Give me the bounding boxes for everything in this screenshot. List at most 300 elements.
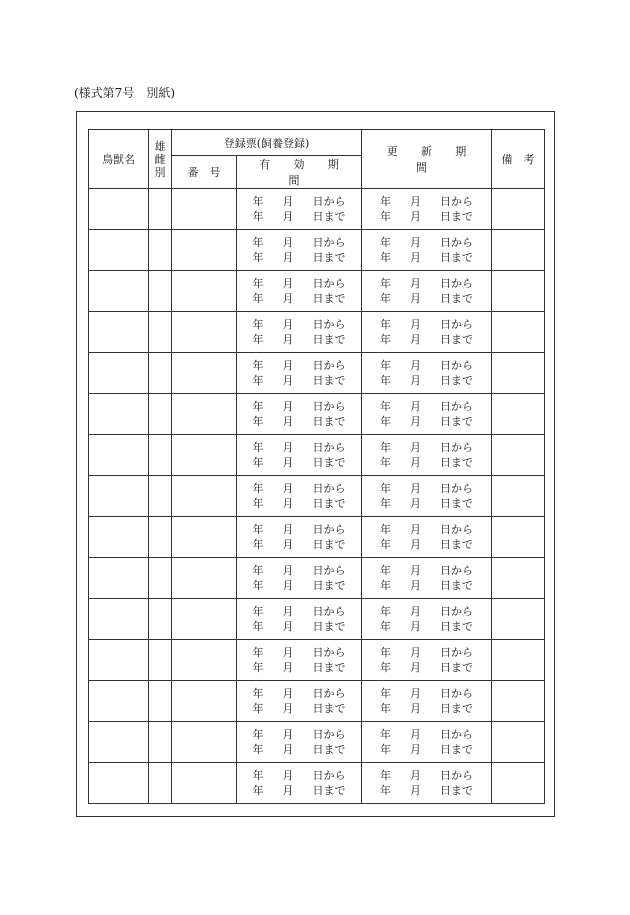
table-row (89, 435, 545, 476)
table-row (89, 230, 545, 271)
until-label: 日まで (440, 292, 473, 305)
validity-until-line (253, 660, 346, 675)
renewal-cell[interactable] (362, 763, 492, 804)
month-label: 月 (410, 236, 421, 249)
year-label: 年 (252, 415, 264, 428)
validity-until-line (253, 209, 346, 224)
validity-period (253, 399, 346, 429)
sex-cell[interactable] (149, 640, 172, 681)
year-label: 年 (252, 646, 264, 659)
table-row (89, 353, 545, 394)
remarks-cell[interactable] (492, 517, 545, 558)
remarks-cell[interactable] (492, 722, 545, 763)
table-row (89, 640, 545, 681)
header-number: 番 号 (172, 156, 237, 189)
renewal-cell[interactable] (362, 599, 492, 640)
sex-cell[interactable] (149, 312, 172, 353)
until-label: 日まで (440, 251, 473, 264)
validity-until-line (253, 250, 346, 265)
from-label: 日から (440, 441, 473, 454)
month-label: 月 (282, 661, 294, 674)
sex-cell[interactable] (149, 394, 172, 435)
remarks-cell[interactable] (492, 312, 545, 353)
remarks-cell[interactable] (492, 599, 545, 640)
validity-period (253, 276, 346, 306)
number-cell[interactable] (172, 763, 237, 804)
species-cell[interactable] (89, 271, 149, 312)
remarks-cell[interactable] (492, 353, 545, 394)
renewal-period (380, 727, 473, 757)
number-cell[interactable] (172, 435, 237, 476)
remarks-cell[interactable] (492, 476, 545, 517)
month-label: 月 (282, 605, 294, 618)
validity-cell[interactable] (237, 681, 362, 722)
renewal-until-line (380, 496, 473, 511)
validity-until-line (253, 496, 346, 511)
species-cell[interactable] (89, 353, 149, 394)
number-cell[interactable] (172, 722, 237, 763)
month-label: 月 (410, 210, 421, 223)
renewal-cell[interactable] (362, 681, 492, 722)
renewal-until-line (380, 455, 473, 470)
validity-until-line (253, 332, 346, 347)
until-label: 日まで (440, 743, 473, 756)
species-cell[interactable] (89, 435, 149, 476)
year-label: 年 (380, 538, 391, 551)
month-label: 月 (282, 646, 294, 659)
number-cell[interactable] (172, 599, 237, 640)
from-label: 日から (440, 564, 473, 577)
validity-period (253, 317, 346, 347)
from-label: 日から (312, 236, 346, 249)
until-label: 日まで (312, 456, 346, 469)
renewal-period (380, 399, 473, 429)
renewal-period (380, 563, 473, 593)
from-label: 日から (440, 728, 473, 741)
until-label: 日まで (440, 784, 473, 797)
table-row (89, 394, 545, 435)
number-cell[interactable] (172, 312, 237, 353)
validity-cell[interactable] (237, 230, 362, 271)
renewal-cell[interactable] (362, 271, 492, 312)
year-label: 年 (380, 523, 391, 536)
until-label: 日まで (312, 743, 346, 756)
year-label: 年 (380, 195, 391, 208)
table-row (89, 763, 545, 804)
number-cell[interactable] (172, 271, 237, 312)
until-label: 日まで (312, 579, 346, 592)
month-label: 月 (410, 646, 421, 659)
validity-from-line (253, 604, 346, 619)
renewal-cell[interactable] (362, 353, 492, 394)
year-label: 年 (380, 251, 391, 264)
year-label: 年 (252, 702, 264, 715)
table-row (89, 476, 545, 517)
species-cell[interactable] (89, 558, 149, 599)
species-cell[interactable] (89, 640, 149, 681)
renewal-until-line (380, 373, 473, 388)
from-label: 日から (440, 318, 473, 331)
validity-from-line (253, 235, 346, 250)
renewal-cell[interactable] (362, 394, 492, 435)
species-cell[interactable] (89, 189, 149, 230)
species-cell[interactable] (89, 763, 149, 804)
validity-period (253, 358, 346, 388)
renewal-period (380, 522, 473, 552)
sex-cell[interactable] (149, 476, 172, 517)
validity-period (253, 235, 346, 265)
renewal-from-line (380, 399, 473, 414)
table-row (89, 189, 545, 230)
month-label: 月 (282, 374, 294, 387)
renewal-cell[interactable] (362, 312, 492, 353)
header-validity-label: 有 効 期 間 (259, 158, 349, 187)
species-cell[interactable] (89, 230, 149, 271)
year-label: 年 (252, 441, 264, 454)
renewal-period (380, 194, 473, 224)
year-label: 年 (380, 359, 391, 372)
remarks-cell[interactable] (492, 394, 545, 435)
renewal-until-line (380, 537, 473, 552)
validity-until-line (253, 414, 346, 429)
table-row (89, 681, 545, 722)
from-label: 日から (312, 523, 346, 536)
remarks-cell[interactable] (492, 763, 545, 804)
validity-period (253, 768, 346, 798)
sex-cell[interactable] (149, 681, 172, 722)
month-label: 月 (410, 318, 421, 331)
renewal-until-line (380, 660, 473, 675)
year-label: 年 (252, 374, 264, 387)
until-label: 日まで (440, 210, 473, 223)
month-label: 月 (282, 292, 294, 305)
year-label: 年 (380, 210, 391, 223)
renewal-until-line (380, 250, 473, 265)
table-row (89, 271, 545, 312)
sex-cell[interactable] (149, 517, 172, 558)
renewal-period (380, 235, 473, 265)
month-label: 月 (410, 661, 421, 674)
month-label: 月 (282, 538, 294, 551)
renewal-cell[interactable] (362, 435, 492, 476)
validity-from-line (253, 399, 346, 414)
year-label: 年 (252, 523, 264, 536)
from-label: 日から (440, 482, 473, 495)
renewal-from-line (380, 235, 473, 250)
number-cell[interactable] (172, 189, 237, 230)
month-label: 月 (282, 743, 294, 756)
month-label: 月 (410, 400, 421, 413)
validity-cell[interactable] (237, 353, 362, 394)
until-label: 日まで (440, 497, 473, 510)
year-label: 年 (252, 482, 264, 495)
validity-until-line (253, 537, 346, 552)
renewal-from-line (380, 768, 473, 783)
year-label: 年 (252, 333, 264, 346)
table-row (89, 517, 545, 558)
species-cell[interactable] (89, 599, 149, 640)
renewal-cell[interactable] (362, 558, 492, 599)
until-label: 日まで (312, 292, 346, 305)
header-renewal (362, 130, 492, 189)
from-label: 日から (440, 277, 473, 290)
renewal-period (380, 481, 473, 511)
validity-cell[interactable] (237, 558, 362, 599)
renewal-period (380, 645, 473, 675)
validity-period (253, 481, 346, 511)
renewal-period (380, 358, 473, 388)
from-label: 日から (312, 728, 346, 741)
validity-cell[interactable] (237, 763, 362, 804)
from-label: 日から (440, 769, 473, 782)
remarks-cell[interactable] (492, 271, 545, 312)
from-label: 日から (440, 523, 473, 536)
validity-from-line (253, 276, 346, 291)
year-label: 年 (380, 564, 391, 577)
validity-from-line (253, 686, 346, 701)
remarks-cell[interactable] (492, 681, 545, 722)
number-cell[interactable] (172, 640, 237, 681)
species-cell[interactable] (89, 517, 149, 558)
sex-cell[interactable] (149, 353, 172, 394)
month-label: 月 (282, 687, 294, 700)
validity-cell[interactable] (237, 599, 362, 640)
validity-period (253, 563, 346, 593)
until-label: 日まで (440, 374, 473, 387)
month-label: 月 (282, 482, 294, 495)
until-label: 日まで (440, 538, 473, 551)
until-label: 日まで (312, 251, 346, 264)
remarks-cell[interactable] (492, 558, 545, 599)
year-label: 年 (252, 195, 264, 208)
month-label: 月 (410, 605, 421, 618)
species-cell[interactable] (89, 312, 149, 353)
year-label: 年 (252, 210, 264, 223)
renewal-from-line (380, 358, 473, 373)
month-label: 月 (282, 195, 294, 208)
renewal-period (380, 317, 473, 347)
until-label: 日まで (312, 702, 346, 715)
from-label: 日から (312, 482, 346, 495)
year-label: 年 (380, 769, 391, 782)
renewal-cell[interactable] (362, 722, 492, 763)
number-cell[interactable] (172, 681, 237, 722)
validity-until-line (253, 455, 346, 470)
renewal-cell[interactable] (362, 517, 492, 558)
year-label: 年 (252, 620, 264, 633)
sex-cell[interactable] (149, 599, 172, 640)
remarks-cell[interactable] (492, 640, 545, 681)
month-label: 月 (282, 620, 294, 633)
until-label: 日まで (440, 661, 473, 674)
validity-from-line (253, 563, 346, 578)
number-cell[interactable] (172, 517, 237, 558)
number-cell[interactable] (172, 476, 237, 517)
month-label: 月 (282, 564, 294, 577)
validity-period (253, 686, 346, 716)
month-label: 月 (282, 784, 294, 797)
validity-until-line (253, 373, 346, 388)
validity-from-line (253, 317, 346, 332)
validity-cell[interactable] (237, 312, 362, 353)
from-label: 日から (312, 605, 346, 618)
renewal-until-line (380, 209, 473, 224)
header-sex-char-2: 雌 (154, 152, 166, 166)
table-row (89, 558, 545, 599)
year-label: 年 (252, 292, 264, 305)
from-label: 日から (312, 195, 346, 208)
month-label: 月 (282, 456, 294, 469)
year-label: 年 (380, 441, 391, 454)
remarks-cell[interactable] (492, 230, 545, 271)
month-label: 月 (282, 441, 294, 454)
from-label: 日から (440, 646, 473, 659)
number-cell[interactable] (172, 230, 237, 271)
until-label: 日まで (440, 333, 473, 346)
year-label: 年 (380, 318, 391, 331)
species-cell[interactable] (89, 476, 149, 517)
renewal-period (380, 440, 473, 470)
year-label: 年 (380, 687, 391, 700)
validity-cell[interactable] (237, 271, 362, 312)
sex-cell[interactable] (149, 435, 172, 476)
year-label: 年 (252, 605, 264, 618)
year-label: 年 (380, 646, 391, 659)
month-label: 月 (282, 769, 294, 782)
month-label: 月 (282, 277, 294, 290)
validity-from-line (253, 522, 346, 537)
year-label: 年 (252, 456, 264, 469)
until-label: 日まで (312, 661, 346, 674)
from-label: 日から (312, 359, 346, 372)
month-label: 月 (410, 620, 421, 633)
sex-cell[interactable] (149, 230, 172, 271)
year-label: 年 (252, 687, 264, 700)
validity-cell[interactable] (237, 517, 362, 558)
validity-until-line (253, 783, 346, 798)
month-label: 月 (410, 743, 421, 756)
year-label: 年 (252, 359, 264, 372)
month-label: 月 (410, 251, 421, 264)
month-label: 月 (282, 523, 294, 536)
renewal-from-line (380, 604, 473, 619)
until-label: 日まで (312, 784, 346, 797)
renewal-cell[interactable] (362, 230, 492, 271)
year-label: 年 (252, 251, 264, 264)
register-rows (89, 189, 545, 804)
year-label: 年 (252, 236, 264, 249)
register-table (88, 129, 545, 804)
number-cell[interactable] (172, 394, 237, 435)
until-label: 日まで (312, 538, 346, 551)
from-label: 日から (440, 195, 473, 208)
year-label: 年 (252, 318, 264, 331)
validity-period (253, 645, 346, 675)
species-cell[interactable] (89, 681, 149, 722)
remarks-cell[interactable] (492, 189, 545, 230)
month-label: 月 (410, 415, 421, 428)
header-validity (237, 156, 362, 189)
sex-cell[interactable] (149, 722, 172, 763)
renewal-from-line (380, 563, 473, 578)
validity-cell[interactable] (237, 189, 362, 230)
from-label: 日から (440, 605, 473, 618)
from-label: 日から (312, 277, 346, 290)
validity-cell[interactable] (237, 435, 362, 476)
year-label: 年 (252, 769, 264, 782)
sex-cell[interactable] (149, 271, 172, 312)
validity-cell[interactable] (237, 640, 362, 681)
renewal-cell[interactable] (362, 189, 492, 230)
renewal-cell[interactable] (362, 640, 492, 681)
year-label: 年 (380, 605, 391, 618)
until-label: 日まで (440, 620, 473, 633)
month-label: 月 (410, 374, 421, 387)
renewal-from-line (380, 522, 473, 537)
number-cell[interactable] (172, 353, 237, 394)
year-label: 年 (380, 236, 391, 249)
validity-period (253, 604, 346, 634)
header-renewal-label: 更 新 期 間 (386, 145, 477, 174)
renewal-from-line (380, 686, 473, 701)
sex-cell[interactable] (149, 189, 172, 230)
validity-cell[interactable] (237, 722, 362, 763)
month-label: 月 (410, 359, 421, 372)
month-label: 月 (410, 195, 421, 208)
renewal-from-line (380, 317, 473, 332)
number-cell[interactable] (172, 558, 237, 599)
year-label: 年 (380, 374, 391, 387)
species-cell[interactable] (89, 722, 149, 763)
renewal-period (380, 276, 473, 306)
renewal-until-line (380, 619, 473, 634)
year-label: 年 (380, 277, 391, 290)
month-label: 月 (282, 210, 294, 223)
month-label: 月 (282, 251, 294, 264)
month-label: 月 (282, 415, 294, 428)
year-label: 年 (380, 333, 391, 346)
until-label: 日まで (440, 702, 473, 715)
renewal-from-line (380, 481, 473, 496)
until-label: 日まで (312, 210, 346, 223)
sex-cell[interactable] (149, 763, 172, 804)
validity-cell[interactable] (237, 394, 362, 435)
sex-cell[interactable] (149, 558, 172, 599)
until-label: 日まで (312, 374, 346, 387)
validity-from-line (253, 358, 346, 373)
remarks-cell[interactable] (492, 435, 545, 476)
species-cell[interactable] (89, 394, 149, 435)
month-label: 月 (410, 523, 421, 536)
validity-cell[interactable] (237, 476, 362, 517)
renewal-from-line (380, 440, 473, 455)
renewal-until-line (380, 783, 473, 798)
year-label: 年 (380, 482, 391, 495)
renewal-cell[interactable] (362, 476, 492, 517)
until-label: 日まで (312, 497, 346, 510)
from-label: 日から (312, 318, 346, 331)
month-label: 月 (410, 784, 421, 797)
renewal-period (380, 686, 473, 716)
renewal-from-line (380, 727, 473, 742)
header-sex-char-1: 雄 (154, 139, 166, 153)
month-label: 月 (410, 482, 421, 495)
validity-until-line (253, 742, 346, 757)
month-label: 月 (410, 538, 421, 551)
month-label: 月 (410, 277, 421, 290)
from-label: 日から (312, 441, 346, 454)
month-label: 月 (410, 687, 421, 700)
